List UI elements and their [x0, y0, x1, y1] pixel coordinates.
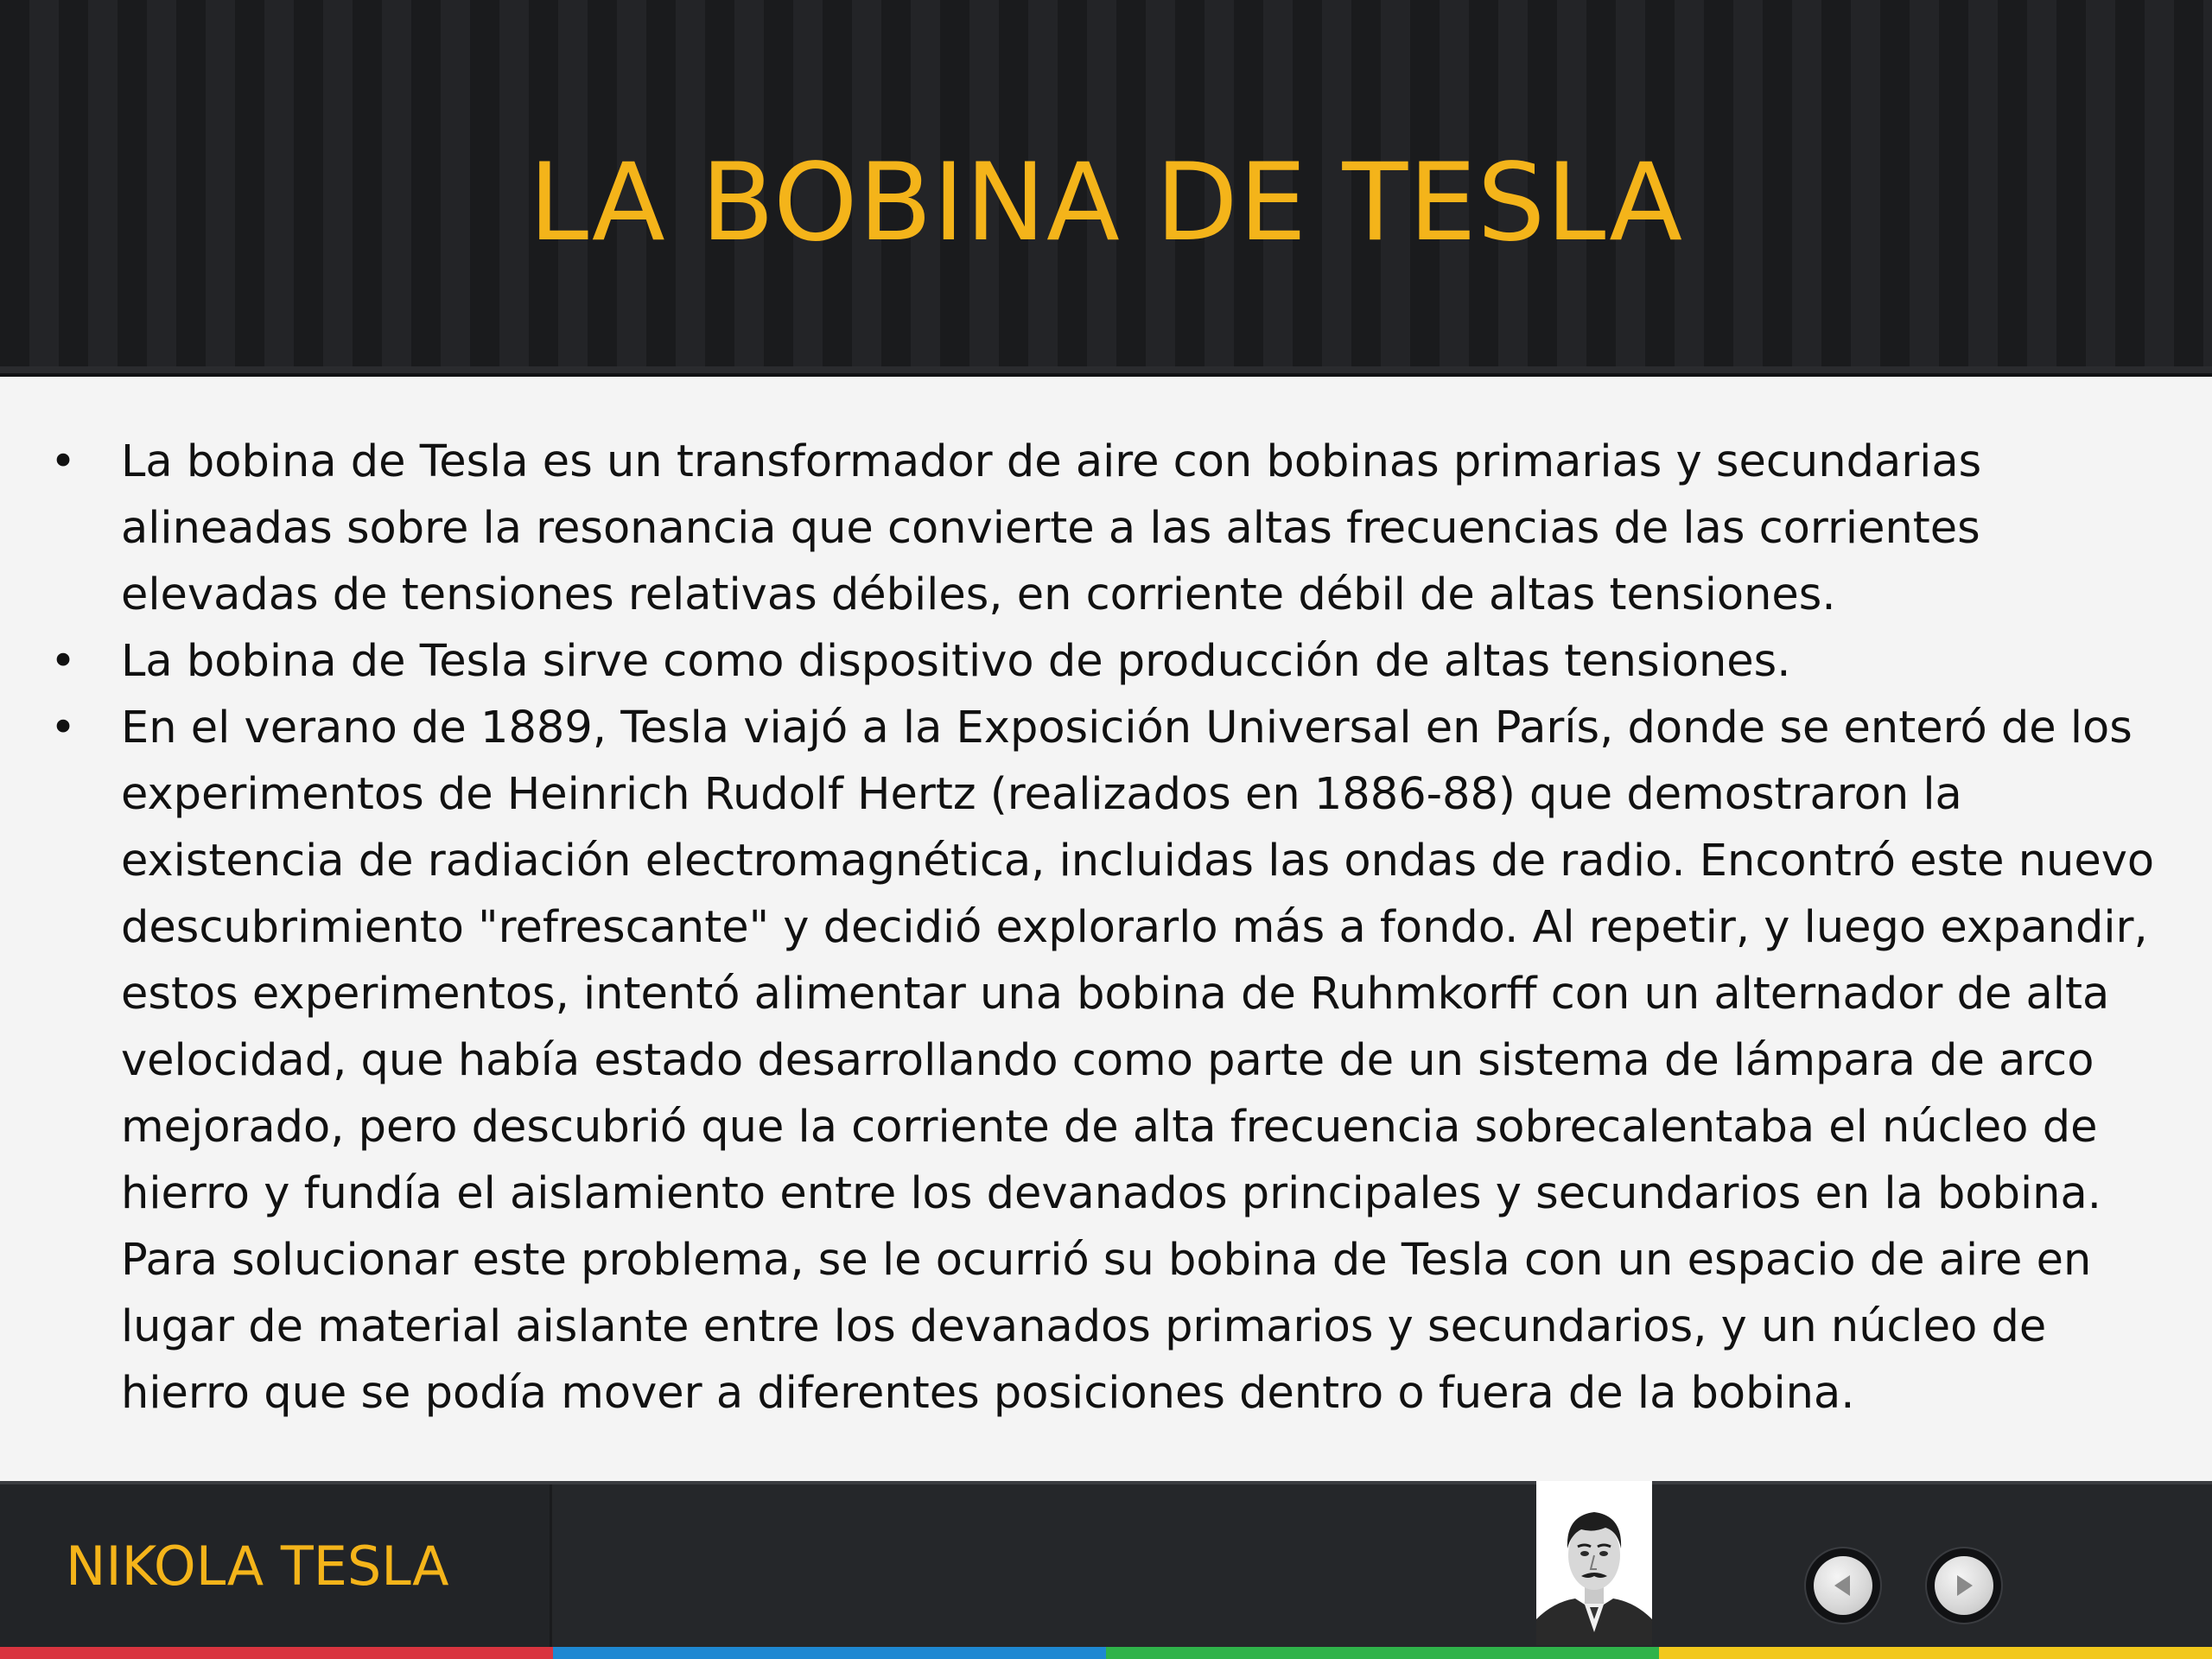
previous-slide-button[interactable]	[1806, 1548, 1880, 1623]
color-strip-segment	[1106, 1647, 1659, 1659]
slide-header	[0, 0, 2212, 373]
color-strip-segment	[553, 1647, 1106, 1659]
previous-arrow-icon	[1814, 1556, 1872, 1615]
next-arrow-icon	[1935, 1556, 1993, 1615]
footer-name: NIKOLA TESLA	[66, 1535, 449, 1598]
slide-title: LA BOBINA DE TESLA	[528, 141, 1684, 265]
footer-name-panel	[0, 1484, 552, 1650]
bullet-item	[47, 429, 2164, 628]
color-strip	[0, 1647, 2212, 1659]
bullet-item	[47, 628, 2164, 695]
bullet-text: La bobina de Tesla es un transformador de aire con bobinas primarias y secundarias alineadas sobre la resonancia que convierte a las altas frecuencias de las corrientes elevadas de tensiones relativas débiles, en corriente débil de altas tensiones.	[121, 436, 1982, 620]
color-strip-segment	[0, 1647, 553, 1659]
bullet-text: En el verano de 1889, Tesla viajó a la Exposición Universal en París, donde se enteró de los experimentos de Heinrich Rudolf Hertz (realizados en 1886-88) que demostraron la existencia de radiación electromagnética, incluidas las ondas de radio. Encontró este nuevo descubrimiento "refrescante" y decidió explorarlo más a fondo. Al repetir, y luego expandir, estos experimentos, intentó alimentar una bobina de Ruhmkorff con un alternador de alta velocidad, que había estado desarrollando como parte de un sistema de lámpara de arco mejorado, pero descubrió que la corriente de alta frecuencia sobrecalentaba el núcleo de hierro y fundía el aislamiento entre los devanados principales y secundarios en la bobina. Para solucionar este problema, se le ocurrió su bobina de Tesla con un espacio de aire en lugar de material aislante entre los devanados primarios y secundarios, y un núcleo de hierro que se podía mover a diferentes posiciones dentro o fuera de la bobina.	[121, 702, 2155, 1419]
portrait-icon	[1536, 1481, 1652, 1645]
bullet-item	[47, 695, 2164, 1427]
slide-footer	[0, 1481, 2212, 1659]
bullet-text: La bobina de Tesla sirve como dispositivo de producción de altas tensiones.	[121, 636, 1791, 687]
bullet-list	[47, 429, 2164, 1427]
bullet-dot-icon: •	[50, 636, 77, 687]
bullet-dot-icon: •	[50, 436, 77, 487]
bullet-dot-icon: •	[50, 702, 77, 753]
next-slide-button[interactable]	[1927, 1548, 2001, 1623]
color-strip-segment	[1659, 1647, 2212, 1659]
slide-content	[47, 429, 2164, 1427]
